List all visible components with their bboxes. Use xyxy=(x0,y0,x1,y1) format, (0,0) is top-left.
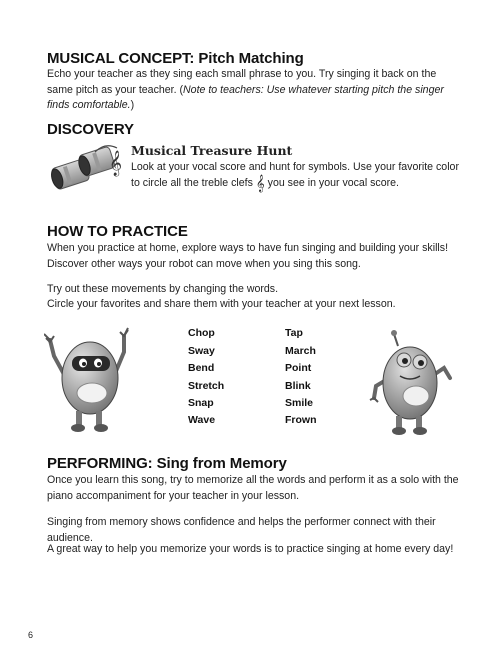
performing-p1: Once you learn this song, try to memorize all the words and perform it as a solo with the piano accompaniment for your teacher in your lesson. xyxy=(47,474,459,502)
movement-word: Tap xyxy=(285,327,303,339)
practice-line1: Try out these movements by changing the words. xyxy=(47,283,279,295)
concept-text-main: Echo your teacher as they sing each small phrase to you. Try singing it back on the same pitch as your teacher. ( xyxy=(47,68,437,96)
treble-clef-icon: 𝄞 xyxy=(255,174,265,192)
movement-word: Snap xyxy=(188,397,214,409)
movement-word: Sway xyxy=(188,345,215,357)
robot-left-illustration xyxy=(44,316,139,436)
movement-word: Blink xyxy=(285,380,311,392)
svg-text:𝄞: 𝄞 xyxy=(109,151,123,176)
discovery-heading: DISCOVERY xyxy=(47,121,134,138)
practice-line2: Circle your favorites and share them with your teacher at your next lesson. xyxy=(47,298,396,310)
teacher-note: Note to teachers: Use whatever starting pitch the singer finds comfortable. xyxy=(47,83,444,111)
movement-word: March xyxy=(285,345,316,357)
performing-p3: A great way to help you memorize your words is to practice singing at home every day! xyxy=(47,543,454,555)
practice-heading: HOW TO PRACTICE xyxy=(47,223,188,240)
treasure-hunt-title: Musical Treasure Hunt xyxy=(131,143,293,158)
performing-heading: PERFORMING: Sing from Memory xyxy=(47,455,287,472)
movement-word: Point xyxy=(285,362,312,374)
treasure-text-before: Look at your vocal score and hunt for symbols. Use your favorite color to circle all the treble clefs xyxy=(131,161,459,189)
concept-heading: MUSICAL CONCEPT: Pitch Matching xyxy=(47,50,304,67)
practice-intro: When you practice at home, explore ways to have fun singing and building your skills! Discover other ways your robot can move when you sing this song. xyxy=(47,242,449,270)
movement-word: Frown xyxy=(285,414,317,426)
movement-word: Stretch xyxy=(188,380,225,392)
binoculars-illustration xyxy=(47,140,127,195)
performing-p2: Singing from memory shows confidence and helps the performer connect with their audience. xyxy=(47,516,436,544)
treasure-text-after: you see in your vocal score. xyxy=(264,176,399,189)
treasure-hunt-text xyxy=(131,160,461,191)
movement-word: Smile xyxy=(285,397,314,409)
movement-word: Wave xyxy=(188,414,216,426)
page-number: 6 xyxy=(28,630,34,640)
concept-text-end: ) xyxy=(130,99,135,111)
robot-right-illustration xyxy=(368,328,458,440)
movement-word: Bend xyxy=(188,362,215,374)
concept-text xyxy=(47,67,462,114)
movement-word: Chop xyxy=(188,327,215,339)
